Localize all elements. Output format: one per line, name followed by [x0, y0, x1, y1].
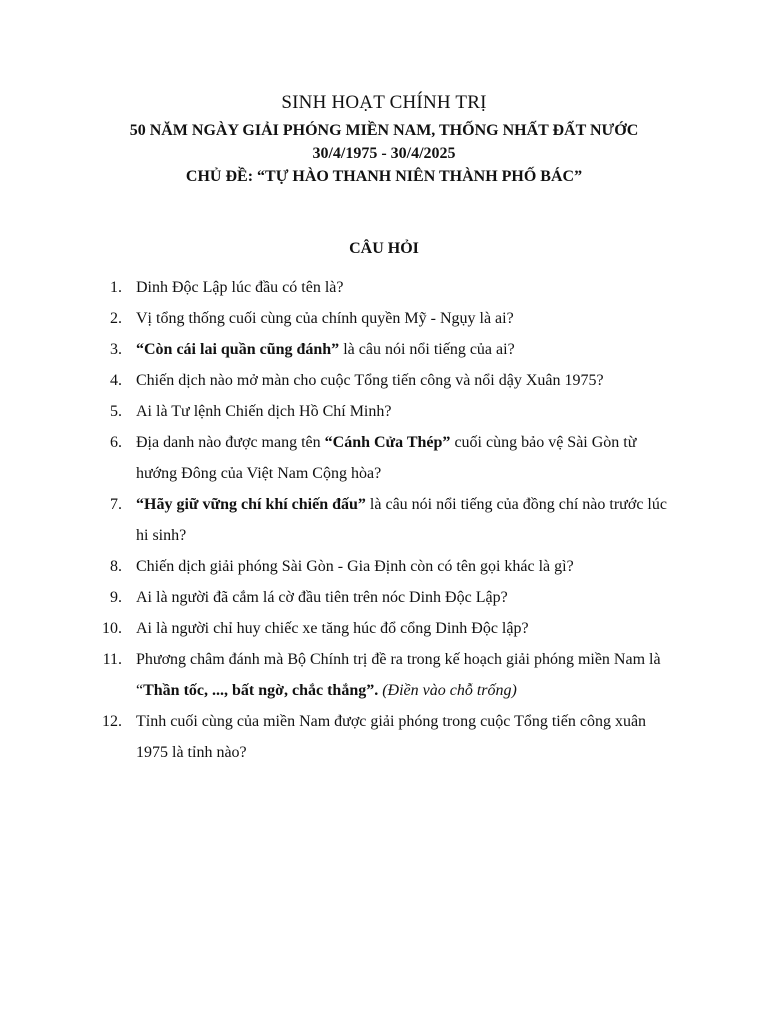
question-item: [0, 334, 676, 365]
questions-heading: CÂU HỎI: [349, 240, 419, 257]
question-item: [0, 396, 676, 427]
question-segment: Ai là người đã cắm lá cờ đầu tiên trên nóc Dinh Độc Lập?: [136, 589, 508, 606]
question-number: 5.: [110, 403, 122, 420]
question-item: [0, 613, 676, 644]
question-emphasis: “Hãy giữ vững chí khí chiến đấu”: [136, 496, 366, 513]
question-number: 9.: [110, 589, 122, 606]
question-number: 3.: [110, 341, 122, 358]
question-number: 1.: [110, 279, 122, 296]
question-segment: cuối cùng bảo vệ Sài Gòn từ hướng Đông của Việt Nam Cộng hòa?: [136, 434, 637, 482]
question-number: 11.: [102, 651, 122, 668]
question-item: [0, 582, 676, 613]
question-emphasis: “Cánh Cửa Thép”: [324, 434, 451, 451]
question-text: [136, 558, 574, 575]
question-segment: Chiến dịch nào mở màn cho cuộc Tổng tiến công và nổi dậy Xuân 1975?: [136, 372, 604, 389]
question-number: 2.: [110, 310, 122, 327]
question-segment: Ai là người chỉ huy chiếc xe tăng húc đổ cổng Dinh Độc lập?: [136, 620, 529, 637]
question-note: (Điền vào chỗ trống): [382, 682, 517, 699]
question-number: 10.: [102, 620, 122, 637]
question-text: [136, 434, 636, 482]
question-item: [0, 551, 676, 582]
question-item: [0, 427, 676, 489]
question-text: [136, 341, 515, 358]
anniversary-line: 50 NĂM NGÀY GIẢI PHÓNG MIỀN NAM, THỐNG NHẤT ĐẤT NƯỚC: [129, 122, 639, 139]
question-item: [0, 489, 676, 551]
question-text: [136, 620, 529, 637]
question-text: [136, 372, 604, 389]
question-number: 12.: [102, 713, 122, 730]
question-segment: Dinh Độc Lập lúc đầu có tên là?: [136, 279, 344, 296]
question-segment: Địa danh nào được mang tên: [136, 434, 325, 451]
question-text: [136, 713, 646, 761]
question-segment: Chiến dịch giải phóng Sài Gòn - Gia Định còn có tên gọi khác là gì?: [136, 558, 574, 575]
question-list: [0, 272, 768, 768]
question-segment: Phương châm đánh mà Bộ Chính trị đề ra trong kế hoạch giải phóng miền Nam là “: [136, 651, 661, 699]
question-segment: là câu nói nổi tiếng của đồng chí nào trước lúc hi sinh?: [136, 496, 667, 544]
question-segment: Ai là Tư lệnh Chiến dịch Hồ Chí Minh?: [136, 403, 392, 420]
question-text: [136, 310, 514, 327]
question-number: 8.: [110, 558, 122, 575]
question-item: [0, 272, 676, 303]
document-title: SINH HOẠT CHÍNH TRỊ: [281, 92, 487, 113]
question-number: 4.: [110, 372, 122, 389]
question-item: [0, 365, 676, 396]
question-emphasis: “Còn cái lai quần cũng đánh”: [136, 341, 340, 358]
document-header: [0, 92, 768, 188]
date-range-line: 30/4/1975 - 30/4/2025: [312, 145, 456, 162]
question-emphasis: Thần tốc, ..., bất ngờ, chắc thắng”.: [143, 682, 379, 699]
question-segment: là câu nói nổi tiếng của ai?: [339, 341, 515, 358]
question-text: [136, 403, 391, 420]
question-segment: Vị tổng thống cuối cùng của chính quyền Mỹ - Ngụy là ai?: [136, 310, 514, 327]
question-text: [136, 496, 667, 544]
question-number: 6.: [110, 434, 122, 451]
question-text: [136, 279, 343, 296]
question-segment: Tỉnh cuối cùng của miền Nam được giải phóng trong cuộc Tổng tiến công xuân 1975 là tỉnh nào?: [136, 713, 647, 761]
theme-line: CHỦ ĐỀ: “TỰ HÀO THANH NIÊN THÀNH PHỐ BÁC”: [185, 168, 583, 185]
question-item: [0, 706, 676, 768]
question-text: [136, 589, 508, 606]
question-number: 7.: [110, 496, 122, 513]
question-text: [136, 651, 661, 699]
question-item: [0, 303, 676, 334]
question-item: [0, 644, 676, 706]
